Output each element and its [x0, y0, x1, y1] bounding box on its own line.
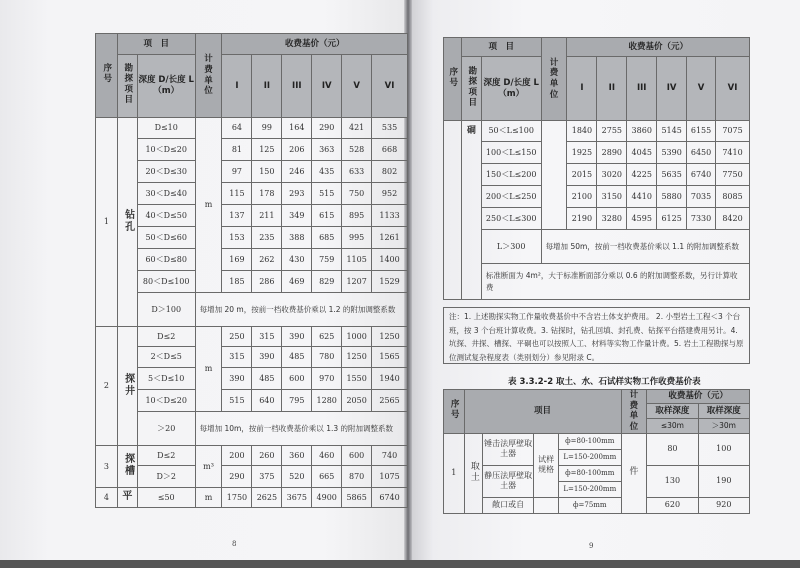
table-row	[96, 139, 408, 161]
header-price-group: 收费基价（元）	[647, 390, 750, 404]
bottom-edge	[0, 560, 800, 568]
price-cell: 615	[312, 205, 342, 227]
range-cell: 50＜D≤60	[137, 227, 195, 249]
price-cell: 169	[222, 249, 252, 271]
header-unit: 计费单位	[195, 34, 222, 118]
header-depth-2: 取样深度	[698, 404, 749, 419]
price-cell: 290	[222, 466, 252, 488]
price-cell: 750	[342, 183, 372, 205]
header-price-group: 收费基价（元）	[222, 34, 408, 55]
table-row	[96, 249, 408, 271]
price-cell: 99	[252, 118, 282, 139]
table-row-extra	[96, 293, 408, 327]
price-cell: 360	[282, 446, 312, 466]
table-row	[96, 368, 408, 390]
price-cell: 430	[282, 249, 312, 271]
price-cell: 1400	[372, 249, 408, 271]
price-cell: 668	[372, 139, 408, 161]
range-cell: D≤2	[137, 446, 195, 466]
header-class-4: IV	[312, 55, 342, 118]
extra-note: 每增加 20 m，按前一档收费基价乘以 1.2 的附加调整系数	[195, 293, 407, 327]
price-cell: 6450	[687, 142, 716, 164]
spec-cell: L=150-200mm	[558, 481, 621, 497]
spec-cell: ф=75mm	[558, 497, 621, 513]
price-cell: 515	[222, 390, 252, 412]
price-cell: 740	[372, 446, 408, 466]
range-cell: 200＜L≤250	[481, 186, 541, 208]
price-cell: 640	[252, 390, 282, 412]
price-cell: 235	[252, 227, 282, 249]
price-cell: 2190	[567, 208, 597, 230]
price-cell: 7075	[716, 121, 750, 142]
price-cell: 995	[342, 227, 372, 249]
price-cell: 520	[282, 466, 312, 488]
price-cell: 1750	[222, 488, 252, 508]
price-cell: 115	[222, 183, 252, 205]
range-cell: 10＜D≤20	[137, 139, 195, 161]
price-cell: 164	[282, 118, 312, 139]
header-unit: 计费单位	[541, 38, 567, 121]
price-cell: 829	[312, 271, 342, 293]
price-cell: 952	[372, 183, 408, 205]
range-cell: D≤2	[137, 327, 195, 347]
range-cell: 20＜D≤30	[137, 161, 195, 183]
table-row	[96, 205, 408, 227]
range-cell: D＞2	[137, 466, 195, 488]
table-row	[96, 271, 408, 293]
table-row	[96, 466, 408, 488]
price-cell: 260	[252, 446, 282, 466]
table-row	[444, 186, 750, 208]
table-row	[96, 118, 408, 139]
table-row	[444, 142, 750, 164]
price-cell: 4900	[312, 488, 342, 508]
range-cell: L＞300	[481, 230, 541, 264]
price-cell: 7330	[687, 208, 716, 230]
table-row	[96, 183, 408, 205]
price-cell: 150	[252, 161, 282, 183]
header-item-group: 项 目	[117, 34, 195, 55]
header-class-6: VI	[716, 57, 750, 121]
price-cell: 1105	[342, 249, 372, 271]
price-cell: 7410	[716, 142, 750, 164]
range-cell: D＞100	[137, 293, 195, 327]
table-row-section-note	[444, 264, 750, 300]
price-cell: 390	[252, 347, 282, 368]
price-cell: 349	[282, 205, 312, 227]
range-cell: 100＜L≤150	[481, 142, 541, 164]
range-cell: 60＜D≤80	[137, 249, 195, 271]
price-cell: 125	[252, 139, 282, 161]
price-cell: 185	[222, 271, 252, 293]
price-cell: 8420	[716, 208, 750, 230]
price-cell: 3675	[282, 488, 312, 508]
table-row	[96, 446, 408, 466]
price-cell: 390	[222, 368, 252, 390]
price-cell: 1133	[372, 205, 408, 227]
price-cell: 8085	[716, 186, 750, 208]
table-row	[444, 164, 750, 186]
price-cell: 1250	[372, 327, 408, 347]
price-cell: 802	[372, 161, 408, 183]
table-row	[96, 227, 408, 249]
price-cell: 1000	[342, 327, 372, 347]
price-cell: 685	[312, 227, 342, 249]
sampler-cell: 敞口或自	[483, 497, 534, 513]
page-number-right: 9	[589, 542, 594, 550]
price-cell: 363	[312, 139, 342, 161]
price-cell: 7035	[687, 186, 716, 208]
header-class-3: III	[627, 57, 657, 121]
price-cell: 1207	[342, 271, 372, 293]
price-cell: 1261	[372, 227, 408, 249]
price-cell: 153	[222, 227, 252, 249]
price-cell: 390	[282, 327, 312, 347]
spec-cell: ф=80-100mm	[558, 465, 621, 481]
header-class-1: I	[222, 55, 252, 118]
price-cell: 870	[342, 466, 372, 488]
group-category: 取土	[464, 433, 482, 513]
price-cell: 795	[282, 390, 312, 412]
price-cell: 665	[312, 466, 342, 488]
unit-cell: m	[195, 488, 222, 508]
unit-cell: m	[195, 327, 222, 412]
table-row	[96, 161, 408, 183]
table-row-extra	[444, 230, 750, 264]
price-cell: 211	[252, 205, 282, 227]
price-cell: 206	[282, 139, 312, 161]
price-cell: 920	[698, 497, 749, 513]
price-cell: 970	[312, 368, 342, 390]
table-row	[96, 488, 408, 508]
price-cell: 2050	[342, 390, 372, 412]
price-cell: 6740	[372, 488, 408, 508]
price-cell: 81	[222, 139, 252, 161]
price-cell: 515	[312, 183, 342, 205]
unit-cell: m³	[195, 446, 222, 488]
price-cell: 5880	[657, 186, 687, 208]
header-item-group: 项 目	[461, 38, 541, 57]
table-caption: 表 3.3.2-2 取土、水、石试样实物工作收费基价表	[508, 377, 701, 387]
header-class-5: V	[342, 55, 372, 118]
price-cell: 7750	[716, 164, 750, 186]
price-cell: 315	[252, 327, 282, 347]
header-class-1: I	[567, 57, 597, 121]
header-class-2: II	[597, 57, 627, 121]
sampler-cell: 锤击法厚壁取土器	[483, 433, 534, 465]
group-seq	[444, 121, 462, 300]
price-cell: 286	[252, 271, 282, 293]
price-cell: 620	[647, 497, 698, 513]
price-cell: 293	[282, 183, 312, 205]
header-seq: 序号	[444, 38, 462, 121]
price-cell: 97	[222, 161, 252, 183]
range-cell: D≤10	[137, 118, 195, 139]
spec-label: 试样规格	[534, 433, 559, 497]
table-row	[96, 390, 408, 412]
header-class-5: V	[687, 57, 716, 121]
range-cell: 10＜D≤20	[137, 390, 195, 412]
price-cell: 1925	[567, 142, 597, 164]
price-cell: 1250	[342, 347, 372, 368]
group-seq: 1	[444, 433, 465, 513]
price-cell: 4410	[627, 186, 657, 208]
price-cell: 600	[342, 446, 372, 466]
price-cell: 600	[282, 368, 312, 390]
header-price-group: 收费基价（元）	[567, 38, 750, 57]
price-cell: 460	[312, 446, 342, 466]
range-cell: 150＜L≤200	[481, 164, 541, 186]
table-row-extra	[96, 412, 408, 446]
price-cell: 190	[698, 465, 749, 497]
price-cell: 6740	[687, 164, 716, 186]
price-cell: 2100	[567, 186, 597, 208]
spec-cell: ф=80-100mm	[558, 433, 621, 449]
survey-fee-table-left	[95, 33, 408, 508]
group-item: 平	[117, 488, 137, 508]
price-cell: 290	[312, 118, 342, 139]
range-cell: 5＜D≤10	[137, 368, 195, 390]
price-cell: 6155	[687, 121, 716, 142]
range-cell: 30＜D≤40	[137, 183, 195, 205]
price-cell: 137	[222, 205, 252, 227]
range-cell: ≤50	[137, 488, 195, 508]
price-cell: 4225	[627, 164, 657, 186]
table-row	[444, 465, 750, 481]
price-cell: 1075	[372, 466, 408, 488]
price-cell: 485	[252, 368, 282, 390]
header-depth-le30: ≤30m	[647, 419, 698, 433]
range-cell: 50＜L≤100	[481, 121, 541, 142]
sample-fee-table	[443, 389, 750, 514]
extra-note: 每增加 10m，按前一档收费基价乘以 1.3 的附加调整系数	[195, 412, 407, 446]
price-cell: 262	[252, 249, 282, 271]
price-cell: 6125	[657, 208, 687, 230]
price-cell: 535	[372, 118, 408, 139]
table-row	[444, 208, 750, 230]
table-notes: 注：1. 上述勘探实物工作量收费基价中不含岩土体支护费用。 2. 小型岩土工程＜3 个台班，按 3 个台班计算收费。3. 钻探时，钻孔回填、封孔费、钻探平台搭建费用另计。4. 坑探、井探、槽探、平硐也可以按照人工、材料等实物工作量计费。5. 岩土工程勘探与原位测试复杂程度表（类别划分）参见附录 C。	[443, 307, 750, 364]
group-seq: 1	[96, 118, 118, 327]
price-cell: 780	[312, 347, 342, 368]
price-cell: 895	[342, 205, 372, 227]
price-cell: 3150	[597, 186, 627, 208]
price-cell: 421	[342, 118, 372, 139]
table-row	[96, 327, 408, 347]
price-cell: 528	[342, 139, 372, 161]
price-cell: 633	[342, 161, 372, 183]
header-class-3: III	[282, 55, 312, 118]
price-cell: 3020	[597, 164, 627, 186]
price-cell: 4045	[627, 142, 657, 164]
price-cell: 2015	[567, 164, 597, 186]
header-depth-1: 取样深度	[647, 404, 698, 419]
page-number-left: 8	[232, 540, 237, 548]
price-cell: 5390	[657, 142, 687, 164]
price-cell: 178	[252, 183, 282, 205]
header-class-2: II	[252, 55, 282, 118]
price-cell: 1840	[567, 121, 597, 142]
price-cell: 80	[647, 433, 698, 465]
price-cell: 759	[312, 249, 342, 271]
header-class-4: IV	[657, 57, 687, 121]
table-row	[444, 497, 750, 513]
price-cell: 130	[647, 465, 698, 497]
price-cell: 625	[312, 327, 342, 347]
price-cell: 485	[282, 347, 312, 368]
header-class-6: VI	[372, 55, 408, 118]
spec-cell: L=150-200mm	[558, 449, 621, 465]
price-cell: 315	[222, 347, 252, 368]
price-cell: 375	[252, 466, 282, 488]
price-cell: 1565	[372, 347, 408, 368]
header-item: 项目	[464, 390, 621, 434]
header-seq: 序号	[444, 390, 465, 434]
range-cell: ＞20	[137, 412, 195, 446]
range-cell: 2＜D≤5	[137, 347, 195, 368]
group-seq: 3	[96, 446, 118, 488]
section-note: 标准断面为 4m²，大于标准断面部分乘以 0.6 的附加调整系数，另行计算收费	[481, 264, 749, 300]
unit-cell: m	[195, 118, 222, 293]
price-cell: 1280	[312, 390, 342, 412]
price-cell: 2565	[372, 390, 408, 412]
price-cell: 246	[282, 161, 312, 183]
range-cell: 40＜D≤50	[137, 205, 195, 227]
range-cell: 80＜D≤100	[137, 271, 195, 293]
group-item: 硐	[461, 121, 481, 300]
header-depth: 深度 D/长度 L（m）	[481, 57, 541, 121]
price-cell: 388	[282, 227, 312, 249]
price-cell: 100	[698, 433, 749, 465]
price-cell: 1550	[342, 368, 372, 390]
price-cell: 200	[222, 446, 252, 466]
price-cell: 3860	[627, 121, 657, 142]
price-cell: 250	[222, 327, 252, 347]
extra-note: 每增加 50m，按前一档收费基价乘以 1.1 的附加调整系数	[541, 230, 749, 264]
header-survey-item: 勘探项目	[461, 57, 481, 121]
price-cell: 5635	[657, 164, 687, 186]
price-cell: 1940	[372, 368, 408, 390]
header-unit: 计费单位	[621, 390, 647, 434]
group-seq: 2	[96, 327, 118, 446]
range-cell: 250＜L≤300	[481, 208, 541, 230]
unit-cell: 件	[621, 433, 647, 513]
group-seq: 4	[96, 488, 118, 508]
price-cell: 4595	[627, 208, 657, 230]
spec-label-empty	[534, 497, 559, 513]
price-cell: 64	[222, 118, 252, 139]
group-item: 钻孔	[117, 118, 137, 327]
header-depth-gt30: ＞30m	[698, 419, 749, 433]
header-survey-item: 勘探项目	[117, 55, 137, 118]
price-cell: 435	[312, 161, 342, 183]
group-item: 探槽	[117, 446, 137, 488]
price-cell: 469	[282, 271, 312, 293]
unit-cell	[541, 121, 567, 230]
table-row	[444, 121, 750, 142]
sampler-cell: 静压法厚壁取土器	[483, 465, 534, 497]
header-seq: 序号	[96, 34, 118, 118]
price-cell: 2755	[597, 121, 627, 142]
price-cell: 3280	[597, 208, 627, 230]
price-cell: 2625	[252, 488, 282, 508]
group-item: 探井	[117, 327, 137, 446]
header-depth: 深度 D/长度 L（m）	[137, 55, 195, 118]
price-cell: 2890	[597, 142, 627, 164]
survey-fee-table-right	[443, 37, 750, 300]
table-row	[444, 433, 750, 449]
price-cell: 1529	[372, 271, 408, 293]
table-row	[96, 347, 408, 368]
price-cell: 5145	[657, 121, 687, 142]
price-cell: 5865	[342, 488, 372, 508]
